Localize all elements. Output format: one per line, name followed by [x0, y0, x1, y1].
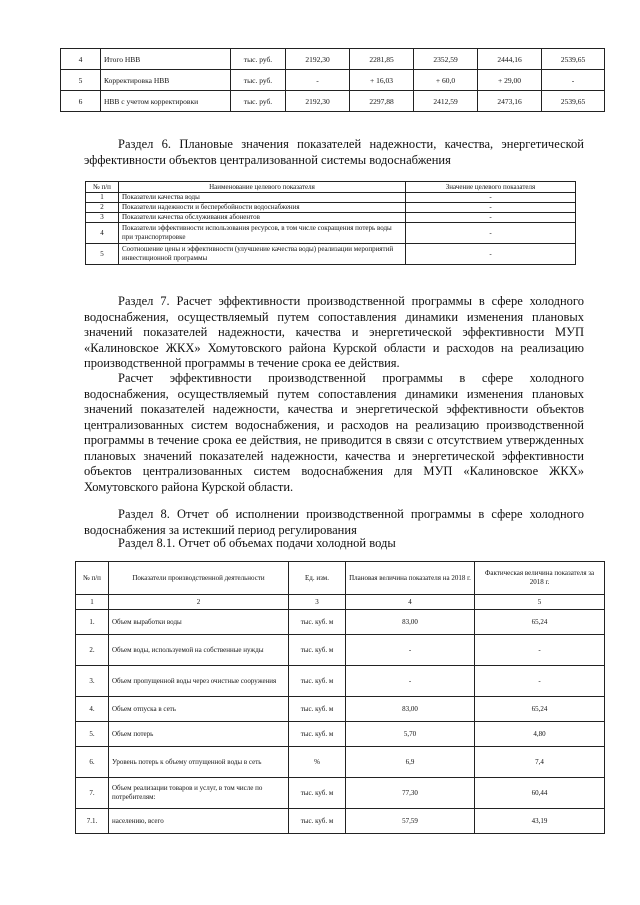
tariff-table: [60, 48, 605, 112]
table-row: 5 Корректировка НВВ тыс. руб. - + 16,03 + 60,0 + 29,00 -: [61, 70, 605, 91]
table-header-row: № п/п Наименование целевого показателя Значение целевого показателя: [86, 182, 576, 193]
section-6-table: [85, 181, 576, 265]
table-index-row: 1 2 3 4 5: [76, 595, 605, 610]
table-row: 7. Объем реализации товаров и услуг, в том числе по потребителям: тыс. куб. м 77,30 60,44: [76, 778, 605, 809]
section-8-1-heading: Раздел 8.1. Отчет об объемах подачи холодной воды: [118, 536, 396, 550]
section-7-paragraph: Раздел 7. Расчет эффективности производственной программы в сфере холодного водоснабжения, осуществляемый путем сопоставления динамики изменения плановых значений показателей надежности, качества и энергетической эффективности МУП «Калиновское ЖКХ» Хомутовского района Курской области и расходов на реализацию производственной программы в течение срока ее действия.: [84, 294, 584, 370]
table-row: 3. Объем пропущенной воды через очистные сооружения тыс. куб. м - -: [76, 666, 605, 697]
section-8-heading: Раздел 8. Отчет об исполнении производственной программы в сфере холодного водоснабжения за истекший период регулирования: [84, 507, 584, 537]
table-row: 7.1. населению, всего тыс. куб. м 57,59 43,19: [76, 809, 605, 834]
table-row: 6. Уровень потерь к объему отпущенной воды в сеть % 6,9 7,4: [76, 747, 605, 778]
table-row: 5 Соотношение цены и эффективности (улучшение качества воды) реализации мероприятий инвестиционной программы -: [86, 244, 576, 265]
table-header-row: № п/п Показатели производственной деятельности Ед. изм. Плановая величина показателя на 2018 г. Фактическая величина показателя за 2018 г.: [76, 562, 605, 595]
section-8-1-table: [75, 561, 605, 834]
table-row: 5. Объем потерь тыс. куб. м 5,70 4,80: [76, 722, 605, 747]
table-row: 2. Объем воды, используемой на собственные нужды тыс. куб. м - -: [76, 635, 605, 666]
table-row: 4 Итого НВВ тыс. руб. 2192,30 2281,85 2352,59 2444,16 2539,65: [61, 49, 605, 70]
table-row: 1 Показатели качества воды -: [86, 193, 576, 203]
table-row: 4. Объем отпуска в сеть тыс. куб. м 83,00 65,24: [76, 697, 605, 722]
section-7-paragraph-2: Расчет эффективности производственной программы в сфере холодного водоснабжения, осуществляемый путем сопоставления динамики изменения плановых значений показателей надежности, качества и энергетической эффективности объектов централизованных систем водоснабжения, и расходов на реализацию производственной программы в течение срока ее действия, не приводится в связи с отсутствием утвержденных плановых значений показателей надежности, качества и энергетической эффективности объектов централизованных систем водоснабжения для МУП «Калиновское ЖКХ» Хомутовского района Курской области.: [84, 371, 584, 494]
table-row: 6 НВВ с учетом корректировки тыс. руб. 2192,30 2297,88 2412,59 2473,16 2539,65: [61, 91, 605, 112]
section-6-heading: Раздел 6. Плановые значения показателей надежности, качества, энергетической эффективности объектов централизованной системы водоснабжения: [84, 137, 584, 167]
table-row: 4 Показатели эффективности использования ресурсов, в том числе сокращения потерь воды при транспортировке -: [86, 223, 576, 244]
table-row: 1. Объем выработки воды тыс. куб. м 83,00 65,24: [76, 610, 605, 635]
table-row: 2 Показатели надежности и бесперебойности водоснабжения -: [86, 203, 576, 213]
table-row: 3 Показатели качества обслуживания абонентов -: [86, 213, 576, 223]
